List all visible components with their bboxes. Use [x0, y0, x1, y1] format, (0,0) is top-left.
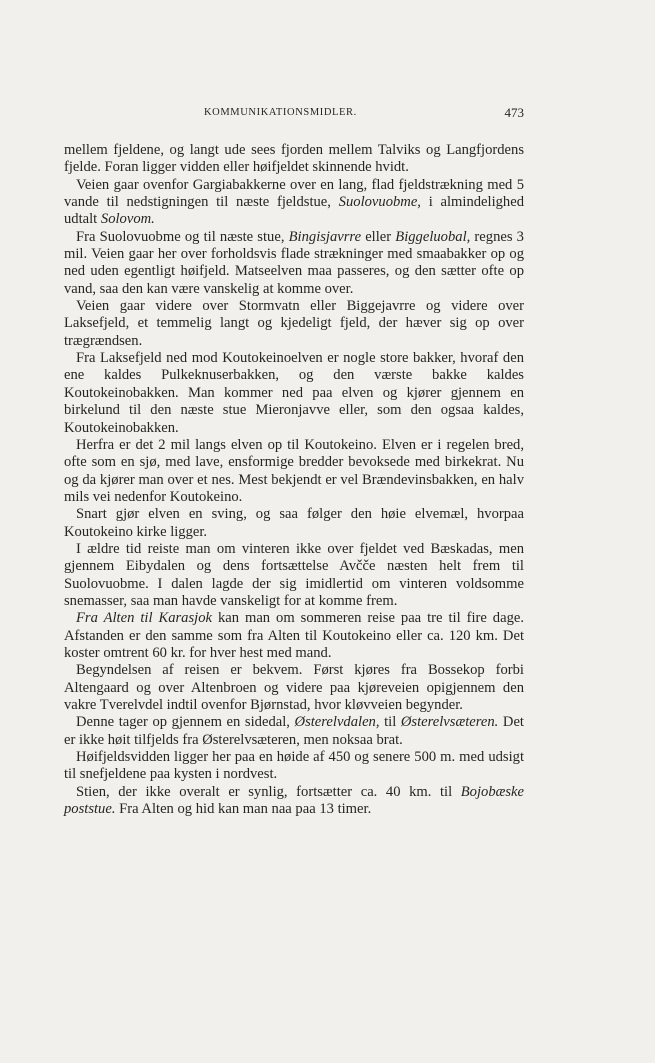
- italic-text: Østerelvsæteren.: [400, 714, 499, 731]
- italic-text: Solovom.: [100, 211, 155, 228]
- text-run: Fra Alten og hid kan man naa paa 13 timer.: [115, 801, 372, 818]
- italic-text: Biggeluobal,: [395, 228, 471, 245]
- paragraph: [64, 714, 524, 749]
- text-run: Det er ikke høit tilfjelds fra Østerelvsæteren, men noksaa brat.: [64, 714, 524, 748]
- text-run: i almindelighed udtalt: [64, 194, 524, 228]
- text-run: Begyndelsen af reisen er bekvem. Først kjøres fra Bossekop forbi Altengaard og over Altenbroen og videre paa kjøreveien opigjennem den vakre Tverelvdel indtil ovenfor Bjørnstad, hvor kløvveien begynder.: [64, 662, 524, 713]
- running-title: KOMMUNIKATIONSMIDLER.: [204, 107, 357, 118]
- text-run: Veien gaar ovenfor Gargiabakkerne over en lang, flad fjeldstrækning med 5 vande til nedstigningen til næste fjeldstue,: [64, 176, 524, 211]
- text-run: Herfra er det 2 mil langs elven op til Koutokeino. Elven er i regelen bred, ofte som en sjø, med lave, ensformige bredder bevoksede med birkekrat. Nu og da kjører man over et nes. Mest bekjendt er vel Brændevinsbakken, en halv mils vei nedenfor Koutokeino.: [64, 436, 524, 505]
- italic-text: Østerelvdalen,: [294, 714, 380, 731]
- text-run: til: [379, 714, 401, 731]
- paragraph: [64, 506, 524, 541]
- text-run: Fra Laksefjeld ned mod Koutokeinoelven er nogle store bakker, hvoraf den ene kaldes Pulkeknuserbakken, og den værste bakke kaldes Koutokeinobakken. Man kommer ned paa elven og kjører gjennem en birkelund til den næste stue Mieronjavve eller, som den ogsaa kaldes, Koutokeinobakken.: [64, 350, 524, 436]
- text-run: Veien gaar videre over Stormvatn eller Biggejavrre og videre over Laksefjeld, et temmelig langt og kjedeligt fjeld, der hæver sig op over trægrændsen.: [64, 298, 524, 349]
- italic-text: Fra Alten til Karasjok: [76, 610, 212, 627]
- text-run: Høifjeldsvidden ligger her paa en høide af 450 og senere 500 m. med udsigt til snefjeldene paa kysten i nordvest.: [64, 749, 524, 783]
- paragraph: [64, 298, 524, 350]
- paragraph: [64, 142, 524, 177]
- italic-text: Suolovuobme,: [338, 194, 421, 211]
- paragraph: [64, 177, 524, 229]
- text-run: I ældre tid reiste man om vinteren ikke over fjeldet ved Bæskadas, men gjennem Eibydalen og dens fortsættelse Avčče næsten helt frem til Suolovuobme. I dalen lagde der sig imidlertid om vinteren voldsomme snemasser, saa man havde vanskeligt for at komme frem.: [64, 540, 524, 609]
- paragraph: [64, 784, 524, 819]
- italic-text: Bingisjavrre: [288, 228, 362, 245]
- paragraph: [64, 229, 524, 298]
- page-number: 473: [504, 105, 524, 120]
- paragraph: [64, 610, 524, 662]
- paragraph: [64, 350, 524, 437]
- page-header: [64, 105, 524, 125]
- text-run: Stien, der ikke overalt er synlig, fortsætter ca. 40 km. til: [76, 783, 461, 800]
- body-text: [64, 142, 524, 818]
- text-run: Denne tager op gjennem en sidedal,: [76, 714, 295, 731]
- text-run: eller: [361, 228, 396, 245]
- paragraph: [64, 541, 524, 610]
- paragraph: [64, 437, 524, 506]
- text-run: kan man om sommeren reise paa tre til fire dage. Afstanden er den samme som fra Alten til Koutokeino eller ca. 120 km. Det koster omtrent 60 kr. for hver hest med mand.: [64, 610, 524, 661]
- italic-text: Bojobæske poststue.: [64, 783, 524, 818]
- text-run: mellem fjeldene, og langt ude sees fjorden mellem Talviks og Langfjordens fjelde. Foran ligger vidden eller høifjeldet skinnende hvidt.: [64, 142, 524, 176]
- paragraph: [64, 749, 524, 784]
- text-run: Fra Suolovuobme og til næste stue,: [76, 228, 289, 245]
- paragraph: [64, 662, 524, 714]
- text-run: Snart gjør elven en sving, og saa følger den høie elvemæl, hvorpaa Koutokeino kirke ligger.: [64, 506, 524, 540]
- text-run: regnes 3 mil. Veien gaar her over forholdsvis flade strækninger med smaabakker op og ned uden egentligt høifjeld. Matseelven maa passeres, og den sætter ofte op vand, saa den kan være vanskelig at komme over.: [64, 228, 524, 297]
